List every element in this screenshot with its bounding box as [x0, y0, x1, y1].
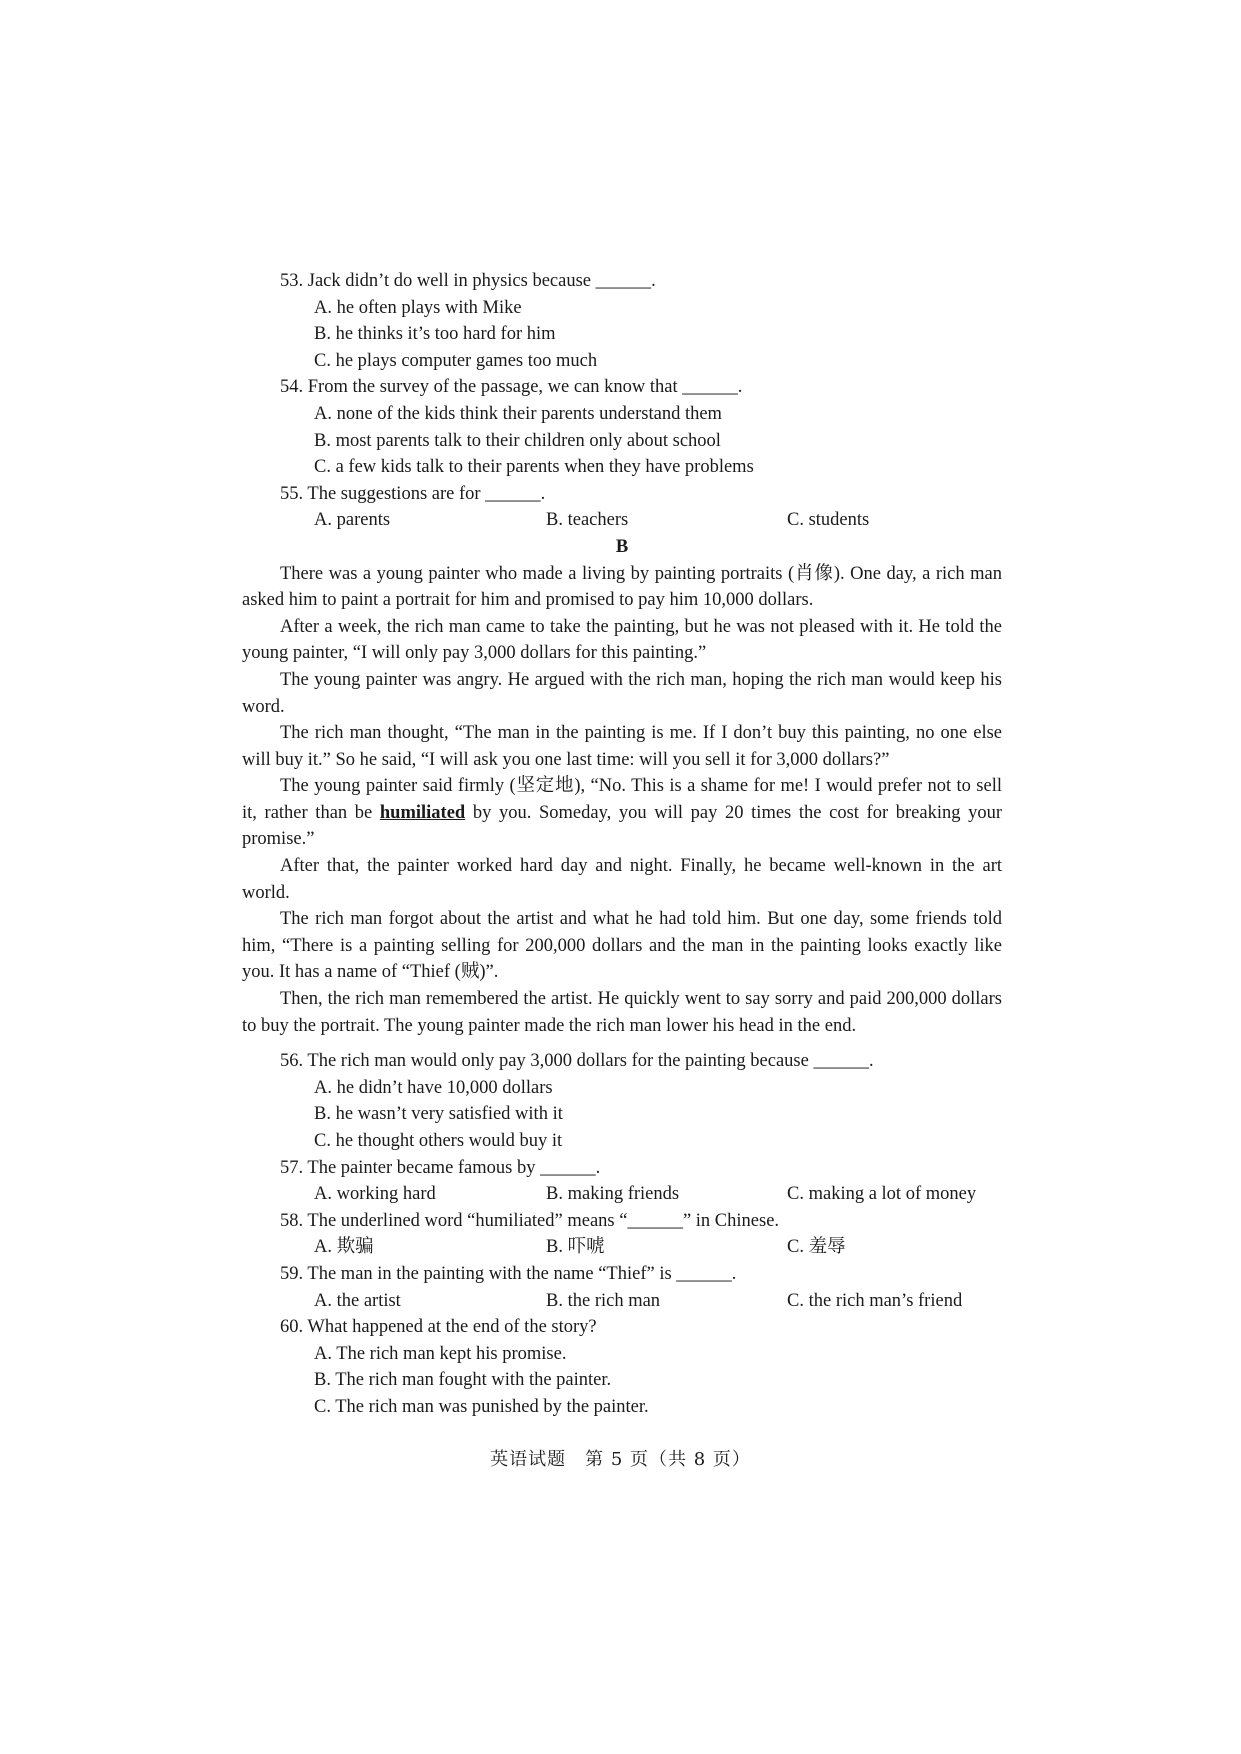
question-56-option-c: C. he thought others would buy it	[314, 1131, 563, 1151]
question-53-option-a: A. he often plays with Mike	[314, 297, 522, 318]
passage-b	[242, 561, 1002, 1040]
question-58-option-a: A. 欺骗	[314, 1237, 374, 1258]
question-58-stem: 58. The underlined word “humiliated” means “______” in Chinese.	[280, 1210, 780, 1231]
question-60-option-b: B. The rich man fought with the painter.	[314, 1370, 612, 1391]
question-60-option-c: C. The rich man was punished by the painter.	[314, 1396, 649, 1417]
passage-paragraph-7: The rich man forgot about the artist and what he had told him. But one day, some friends told him, “There is a painting selling for 200,000 dollars and the man in the painting looks exactly like you. It has a name of “Thief (贼)”.	[242, 909, 1002, 983]
page-content	[242, 268, 1002, 1421]
question-57-option-a: A. working hard	[314, 1184, 436, 1205]
question-59-stem: 59. The man in the painting with the name “Thief” is ______.	[280, 1263, 737, 1284]
question-59-option-b: B. the rich man	[546, 1290, 661, 1311]
passage-paragraph-4: The rich man thought, “The man in the painting is me. If I don’t buy this painting, no one else will buy it.” So he said, “I will ask you one last time: will you sell it for 3,000 dollars?”	[242, 723, 1002, 770]
question-56-option-a: A. he didn’t have 10,000 dollars	[314, 1077, 553, 1098]
question-58-options	[242, 1234, 1002, 1261]
passage-paragraph-1: There was a young painter who made a living by painting portraits (肖像). One day, a rich man asked him to paint a portrait for him and promised to pay him 10,000 dollars.	[242, 563, 1002, 611]
question-57-option-b: B. making friends	[546, 1184, 680, 1205]
question-55-option-c: C. students	[787, 510, 870, 531]
question-59-option-c: C. the rich man’s friend	[787, 1290, 963, 1311]
question-56-stem: 56. The rich man would only pay 3,000 dollars for the painting because ______.	[280, 1051, 874, 1072]
question-60-stem: 60. What happened at the end of the story?	[280, 1317, 597, 1338]
passage-paragraph-5	[242, 773, 1002, 853]
question-53-option-b: B. he thinks it’s too hard for him	[314, 324, 556, 345]
question-58-option-b: B. 吓唬	[546, 1237, 605, 1258]
spacer	[242, 1039, 1002, 1048]
question-59-option-a: A. the artist	[314, 1290, 401, 1311]
passage-paragraph-8: Then, the rich man remembered the artist. He quickly went to say sorry and paid 200,000 dollars to buy the portrait. The young painter made the rich man lower his head in the end.	[242, 989, 1002, 1036]
question-56-option-b: B. he wasn’t very satisfied with it	[314, 1104, 563, 1125]
underlined-word: humiliated	[379, 802, 466, 823]
passage-paragraph-5-end: by you. Someday, you will pay 20 times the cost for breaking your promise.”	[242, 802, 1003, 850]
question-55-option-a: A. parents	[314, 510, 391, 531]
section-heading: B	[615, 536, 629, 557]
passage-paragraph-5-start: The young painter said firmly (坚定地), “No. This is a shame for me! I would prefer not to sell it, rather than be	[242, 776, 1002, 823]
question-60-option-a: A. The rich man kept his promise.	[314, 1343, 567, 1364]
question-57-option-c: C. making a lot of money	[787, 1184, 977, 1205]
question-55-option-b: B. teachers	[546, 510, 629, 531]
page-footer: 英语试题 第 5 页（共 8 页）	[490, 1449, 751, 1470]
question-53-stem: 53. Jack didn’t do well in physics because ______.	[280, 271, 656, 291]
passage-paragraph-3: The young painter was angry. He argued with the rich man, hoping the rich man would keep his word.	[242, 669, 1002, 717]
question-54-option-b: B. most parents talk to their children only about school	[314, 430, 721, 451]
passage-paragraph-6: After that, the painter worked hard day and night. Finally, he became well-known in the art world.	[242, 856, 1002, 903]
question-53-option-c: C. he plays computer games too much	[314, 350, 598, 371]
question-55-stem: 55. The suggestions are for ______.	[280, 483, 546, 504]
passage-paragraph-2: After a week, the rich man came to take the painting, but he was not pleased with it. He told the young painter, “I will only pay 3,000 dollars for this painting.”	[242, 616, 1002, 664]
question-54-option-c: C. a few kids talk to their parents when they have problems	[314, 457, 754, 478]
question-57-stem: 57. The painter became famous by ______.	[280, 1157, 601, 1178]
question-54-option-a: A. none of the kids think their parents understand them	[314, 403, 722, 424]
question-55-options	[242, 507, 1002, 534]
question-54-stem: 54. From the survey of the passage, we can know that ______.	[280, 377, 743, 398]
question-57-options	[242, 1181, 1002, 1208]
question-58-option-c: C. 羞辱	[787, 1237, 846, 1258]
question-59-options	[242, 1288, 1002, 1315]
